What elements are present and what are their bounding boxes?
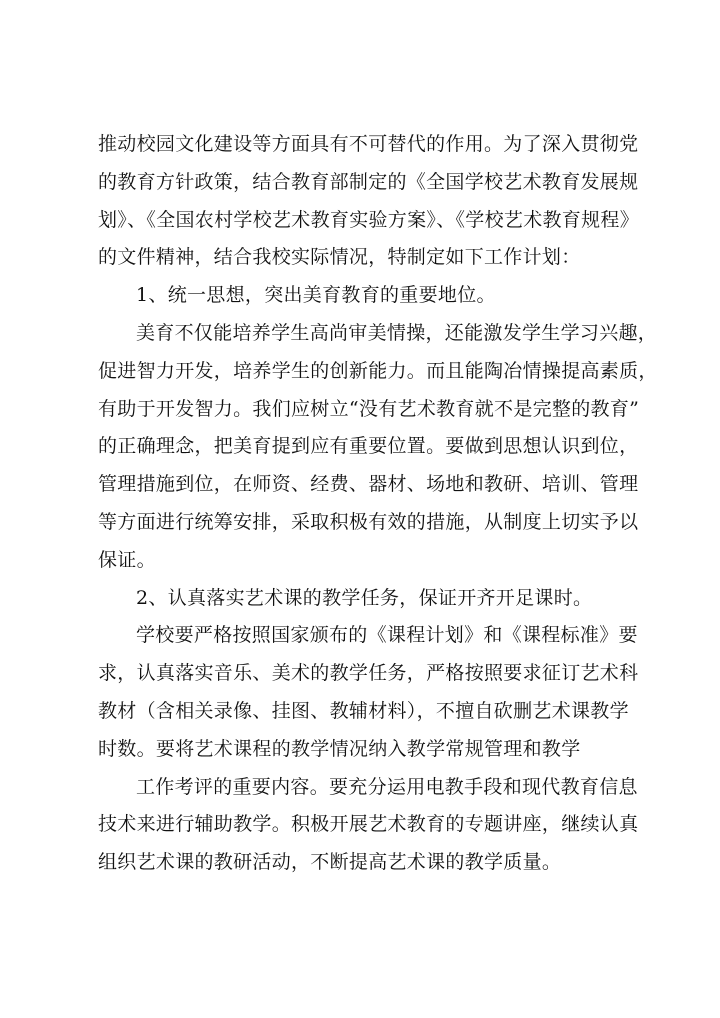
text-line: 管理措施到位，在师资、经费、器材、场地和教研、培训、管理: [98, 473, 639, 496]
text-line: 教材（含相关录像、挂图、教辅材料），不擅自砍删艺术课教学: [98, 699, 629, 722]
text-line: 美育不仅能培养学生高尚审美情操，还能激发学生学习兴趣，: [136, 321, 658, 344]
text-line: 划》、《全国农村学校艺术教育实验方案》、《学校艺术教育规程》: [98, 208, 640, 231]
text-line: 学校要严格按照国家颁布的《课程计划》和《课程标准》要: [136, 624, 638, 647]
text-line: 工作考评的重要内容。要充分运用电教手段和现代教育信息: [136, 775, 638, 798]
text-line: 的正确理念，把美育提到应有重要位置。要做到思想认识到位，: [98, 435, 639, 458]
section-heading: 1、统一思想，突出美育教育的重要地位。: [136, 284, 496, 307]
text-line: 有助于开发智力。我们应树立“没有艺术教育就不是完整的教育”: [98, 397, 640, 420]
text-line: 的文件精神，结合我校实际情况，特制定如下工作计划：: [98, 246, 581, 269]
text-line: 推动校园文化建设等方面具有不可替代的作用。为了深入贯彻党: [98, 133, 639, 155]
text-line: 保证。: [98, 548, 156, 571]
text-line: 时数。要将艺术课程的教学情况纳入教学常规管理和教学: [98, 737, 581, 760]
text-line: 技术来进行辅助教学。积极开展艺术教育的专题讲座，继续认真: [98, 813, 639, 836]
text-line: 的教育方针政策，结合教育部制定的《全国学校艺术教育发展规: [98, 170, 639, 193]
document-body: [98, 126, 658, 882]
text-line: 求，认真落实音乐、美术的教学任务，严格按照要求征订艺术科: [98, 662, 639, 685]
text-line: 等方面进行统筹安排，采取积极有效的措施，从制度上切实予以: [98, 510, 639, 533]
section-heading: 2、认真落实艺术课的教学任务，保证开齐开足课时。: [136, 586, 593, 609]
text-line: 促进智力开发，培养学生的创新能力。而且能陶冶情操提高素质，: [98, 359, 658, 382]
text-line: 组织艺术课的教研活动，不断提高艺术课的教学质量。: [98, 851, 562, 874]
